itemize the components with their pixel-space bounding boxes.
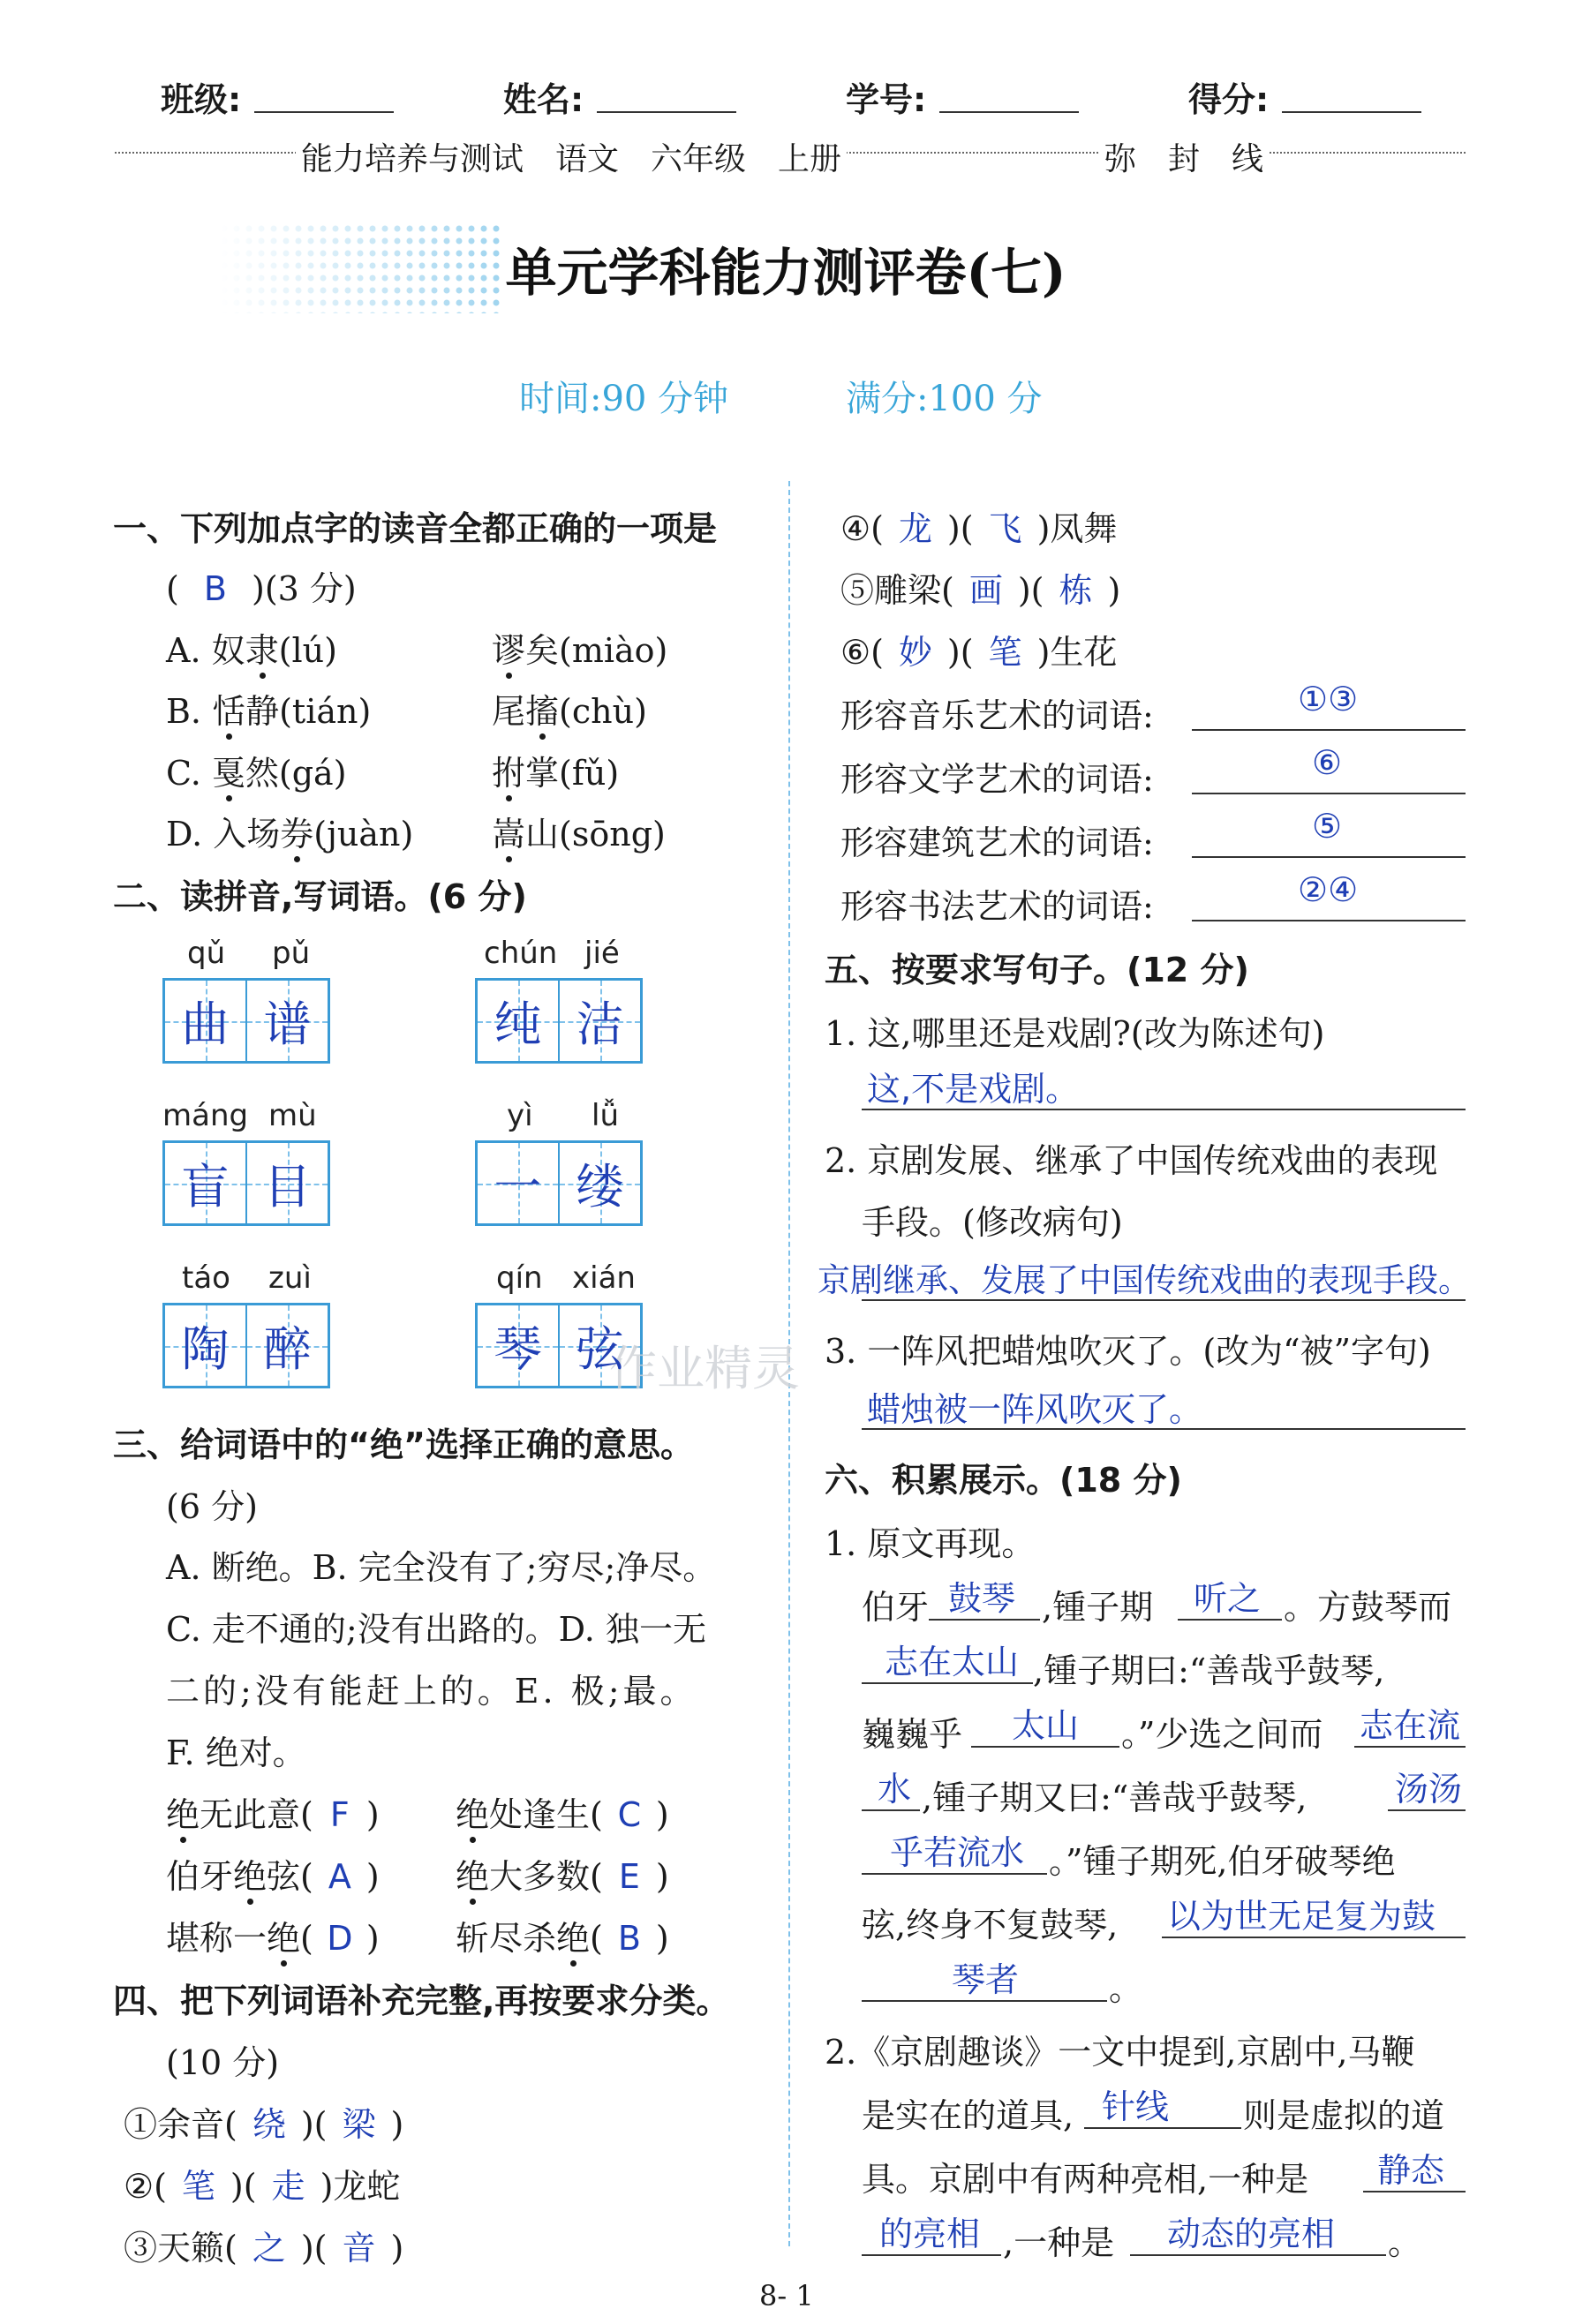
pinyin: zuì: [268, 1260, 312, 1296]
q4-score: (10 分): [166, 2043, 280, 2082]
q6-answer: 志在太山: [885, 1643, 1020, 1681]
q6-answer: 志在流: [1360, 1706, 1461, 1745]
q6-text: ,锺子期曰:“善哉乎鼓琴,: [1033, 1651, 1385, 1690]
q6-sub1: 1. 原文再现。: [825, 1524, 1036, 1563]
q6-text: ,一种是: [1003, 2223, 1115, 2262]
q3-item: 伯牙绝弦( A ): [166, 1857, 380, 1896]
q6-text: 。”锺子期死,伯牙破琴绝: [1049, 1842, 1396, 1881]
answer-blank[interactable]: [1192, 793, 1466, 794]
q6-answer: 鼓琴: [948, 1579, 1016, 1618]
char-grid[interactable]: 盲 目: [162, 1140, 330, 1226]
q5-answer-1: 这,不是戏剧。: [867, 1070, 1080, 1109]
score-blank[interactable]: [1282, 111, 1421, 113]
q4-item: ⑥( 妙 )( 笔 )生花: [840, 633, 1118, 672]
q6-answer: 动态的亮相: [1167, 2215, 1336, 2253]
q4-item: ⑤雕梁( 画 )( 栋 ): [840, 571, 1121, 610]
answer-blank[interactable]: [1192, 920, 1466, 921]
q6-text: 是实在的道具,: [862, 2096, 1074, 2135]
q4-item: ①余音( 绕 )( 梁 ): [124, 2105, 404, 2144]
char-grid[interactable]: 一 缕: [475, 1140, 643, 1226]
id-label: 学号:: [846, 80, 927, 119]
dot-banner-icon: [221, 225, 503, 313]
q3-def-line: A. 断绝。B. 完全没有了;穷尽;净尽。: [166, 1548, 717, 1587]
answer-blank[interactable]: [1192, 856, 1466, 858]
q4-class-label: 形容书法艺术的词语:: [840, 887, 1154, 926]
pinyin: qǔ: [187, 936, 226, 971]
q6-answer: 水: [878, 1770, 912, 1809]
pinyin: mù: [268, 1098, 317, 1133]
answer-blank[interactable]: [1192, 729, 1466, 731]
q6-sub2: 2.《京剧趣谈》一文中提到,京剧中,马鞭: [825, 2033, 1415, 2072]
q1-score: )(3 分): [252, 569, 357, 608]
q6-text: 弦,终身不复鼓琴,: [862, 1906, 1119, 1944]
q5-sentence-3: 3. 一阵风把蜡烛吹灭了。(改为“被”字句): [825, 1332, 1431, 1371]
pinyin: qín: [496, 1260, 543, 1296]
q1-option-a-right: 谬矣(miào): [492, 631, 668, 670]
pinyin: máng: [162, 1098, 249, 1133]
q3-item: 绝大多数( E ): [456, 1857, 669, 1896]
pinyin: táo: [182, 1260, 230, 1296]
q4-class-answer: ①③: [1298, 680, 1359, 718]
name-blank[interactable]: [597, 111, 736, 113]
q5-answer-2: 京剧继承、发展了中国传统戏曲的表现手段。: [818, 1261, 1471, 1299]
score-label: 得分:: [1188, 80, 1270, 119]
q6-text: ,锺子期又曰:“善哉乎鼓琴,: [922, 1779, 1307, 1817]
q5-title: 五、按要求写句子。(12 分): [825, 951, 1249, 989]
id-blank[interactable]: [939, 111, 1079, 113]
q3-def-line: F. 绝对。: [166, 1734, 306, 1772]
q6-answer: 的亮相: [879, 2215, 981, 2253]
q6-answer: 以为世无足复为鼓: [1167, 1897, 1436, 1936]
q1-answer-line: [166, 561, 357, 610]
q3-item: 绝处逢生( C ): [456, 1795, 669, 1834]
q4-class-label: 形容文学艺术的词语:: [840, 760, 1154, 799]
q4-class-answer: ⑥: [1312, 743, 1343, 782]
full-score-label: 满分:100 分: [846, 379, 1043, 419]
q5-sentence-1: 1. 这,哪里还是戏剧?(改为陈述句): [825, 1014, 1325, 1053]
pinyin: lǚ: [592, 1098, 619, 1133]
q6-text: 。: [1109, 1969, 1143, 2008]
q4-class-answer: ②④: [1298, 870, 1359, 909]
q3-item: 绝无此意( F ): [166, 1795, 380, 1834]
q1-option-b-right: 尾搐(chù): [492, 692, 647, 731]
q4-class-answer: ⑤: [1312, 807, 1343, 846]
q4-item: ②( 笔 )( 走 )龙蛇: [124, 2167, 401, 2206]
q3-score: (6 分): [166, 1487, 258, 1526]
pinyin: chún: [484, 936, 558, 971]
char-grid[interactable]: 纯 洁: [475, 978, 643, 1064]
q6-text: 具。京剧中有两种亮相,一种是: [862, 2160, 1309, 2199]
q1-option-c-right: 拊掌(fǔ): [492, 754, 620, 793]
pinyin: yì: [507, 1098, 533, 1133]
q4-item: ③天籁( 之 )( 音 ): [124, 2229, 404, 2268]
q1-option-c-left: C. 戛然(gá): [166, 754, 347, 793]
q5-answer-3: 蜡烛被一阵风吹灭了。: [867, 1390, 1203, 1429]
pinyin: pǔ: [272, 936, 311, 971]
pinyin: xián: [572, 1260, 636, 1296]
q6-answer: 静态: [1377, 2151, 1445, 2190]
q3-item: 斩尽杀绝( B ): [456, 1919, 669, 1958]
page-title: 单元学科能力测评卷(七): [505, 243, 1066, 303]
q5-sentence-2a: 2. 京剧发展、继承了中国传统戏曲的表现: [825, 1141, 1438, 1180]
q6-answer: 乎若流水: [890, 1833, 1025, 1872]
char-grid[interactable]: 琴 弦: [475, 1303, 643, 1388]
q1-option-d-left: D. 入场券(juàn): [166, 815, 414, 854]
char-grid[interactable]: 陶 醉: [162, 1303, 330, 1388]
name-label: 姓名:: [503, 80, 584, 119]
q6-answer: 琴者: [952, 1960, 1020, 1999]
q4-title: 四、把下列词语补充完整,再按要求分类。: [113, 1982, 730, 2020]
q6-answer: 听之: [1194, 1579, 1262, 1618]
q6-answer: 针线: [1102, 2087, 1170, 2126]
q6-title: 六、积累展示。(18 分): [825, 1461, 1182, 1500]
q3-def-line: 二的;没有能赶上的。E. 极;最。: [166, 1672, 697, 1711]
q4-class-label: 形容音乐艺术的词语:: [840, 696, 1154, 735]
q6-answer: 汤汤: [1395, 1770, 1463, 1809]
q6-text: 。: [1388, 2223, 1422, 2262]
book-line: 能力培养与测试 语文 六年级 上册: [296, 134, 847, 179]
page-number: 8- 1: [759, 2279, 814, 2313]
q6-text: 则是虚拟的道: [1243, 2096, 1445, 2135]
q6-text: 伯牙: [862, 1588, 930, 1627]
char-grid[interactable]: 曲 谱: [162, 978, 330, 1064]
q2-title: 二、读拼音,写词语。(6 分): [113, 877, 527, 916]
q6-text: 。方鼓琴而: [1284, 1588, 1452, 1627]
q1-option-b-left: B. 恬静(tián): [166, 692, 372, 731]
seal-line: 弥 封 线: [1099, 134, 1269, 179]
time-label: 时间:90 分钟: [519, 379, 729, 419]
q3-item: 堪称一绝( D ): [166, 1919, 380, 1958]
q6-answer: 太山: [1012, 1706, 1080, 1745]
q5-sentence-2b: 手段。(修改病句): [862, 1203, 1123, 1242]
q3-title: 三、给词语中的“绝”选择正确的意思。: [113, 1425, 694, 1464]
pinyin: jié: [584, 936, 620, 971]
q1-paren-open: (: [166, 569, 179, 608]
q1-option-a-left: A. 奴隶(lú): [166, 631, 337, 670]
q1-answer[interactable]: B: [203, 569, 227, 608]
class-label: 班级:: [161, 80, 242, 119]
q3-def-line: C. 走不通的;没有出路的。D. 独一无: [166, 1610, 706, 1649]
watermark-logo: 作业精灵: [609, 1341, 800, 1396]
q4-class-label: 形容建筑艺术的词语:: [840, 824, 1154, 862]
q6-text: 巍巍乎: [862, 1715, 963, 1754]
q1-option-d-right: 嵩山(sōng): [492, 815, 666, 854]
q6-text: 。”少选之间而: [1121, 1715, 1323, 1754]
q6-text: ,锺子期: [1042, 1588, 1154, 1627]
q4-item: ④( 龙 )( 飞 )凤舞: [840, 509, 1118, 548]
q1-title: 一、下列加点字的读音全都正确的一项是: [113, 509, 718, 548]
class-blank[interactable]: [254, 111, 394, 113]
